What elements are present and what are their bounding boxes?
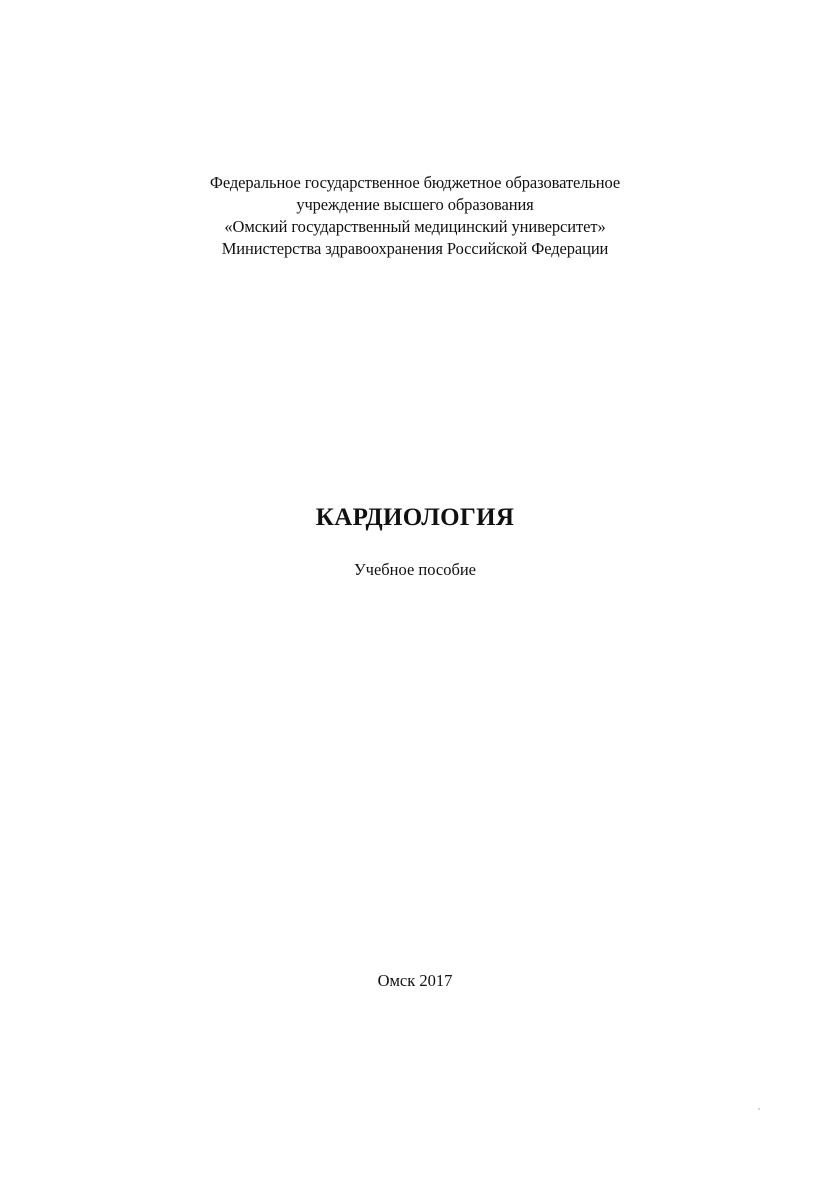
scan-speck: [758, 1108, 760, 1110]
place-year: Омск 2017: [377, 971, 453, 990]
institution-line-1: Федеральное государственное бюджетное образовательное: [209, 173, 621, 192]
document-subtitle: Учебное пособие: [353, 560, 477, 579]
institution-line-2: учреждение высшего образования: [296, 195, 534, 214]
institution-line-4: Министерства здравоохранения Российской Федерации: [221, 239, 609, 258]
institution-header: [0, 172, 830, 260]
document-title: КАРДИОЛОГИЯ: [315, 504, 515, 531]
institution-line-3: «Омский государственный медицинский университет»: [224, 217, 606, 236]
